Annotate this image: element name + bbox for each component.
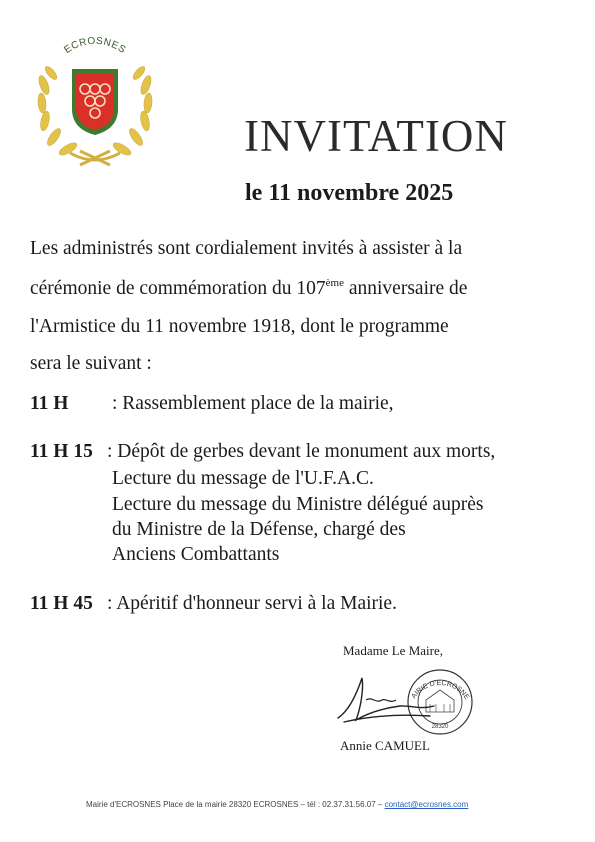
signature-stamp (330, 660, 480, 740)
program-desc-2-line-3: Lecture du message du Ministre délégué auprès (112, 494, 484, 515)
ordinal-suffix: ème (325, 277, 344, 289)
footer-address: Mairie d'ECROSNES Place de la mairie 28320 ECROSNES – tél : 02.37.31.56.07 – (86, 800, 383, 809)
intro-line-2 (30, 277, 467, 300)
event-date: le 11 novembre 2025 (245, 180, 454, 206)
coat-of-arms-icon (30, 25, 160, 170)
page-title: INVITATION (244, 111, 508, 161)
program-desc-2: : Dépôt de gerbes devant le monument aux morts, (107, 441, 496, 462)
footer (86, 800, 468, 809)
footer-email-link[interactable]: contact@ecrosnes.com (384, 800, 469, 809)
intro-line-1: Les administrés sont cordialement invités à assister à la (30, 238, 463, 259)
logo-text: ECROSNES (62, 35, 128, 56)
program-time-2: 11 H 15 (30, 441, 93, 462)
program-time-1: 11 H (30, 393, 69, 414)
seal-code: 28320 (431, 724, 449, 730)
town-logo (30, 25, 160, 170)
intro-line-3: l'Armistice du 11 novembre 1918, dont le programme (30, 316, 449, 337)
svg-text:ECROSNES (62, 36, 127, 56)
program-time-3: 11 H 45 (30, 593, 93, 614)
intro-line-2-end: anniversaire de (343, 278, 468, 299)
seal-text: AIRIE D'ECROSNE (410, 679, 471, 702)
signatory-title: Madame Le Maire, (343, 643, 443, 658)
intro-line-4: sera le suivant : (30, 353, 152, 374)
program-desc-3: : Apéritif d'honneur servi à la Mairie. (107, 593, 397, 614)
program-desc-2-line-4: du Ministre de la Défense, chargé des (112, 519, 406, 540)
program-desc-1: : Rassemblement place de la mairie, (112, 393, 394, 414)
program-desc-2-line-5: Anciens Combattants (112, 544, 280, 565)
program-desc-2-line-2: Lecture du message de l'U.F.A.C. (112, 468, 374, 489)
intro-line-2-start: cérémonie de commémoration du 107 (30, 278, 326, 299)
official-seal-icon (330, 660, 480, 740)
svg-text:MAIRIE D'ECROSNES (330, 660, 470, 701)
signatory-name: Annie CAMUEL (340, 738, 430, 753)
